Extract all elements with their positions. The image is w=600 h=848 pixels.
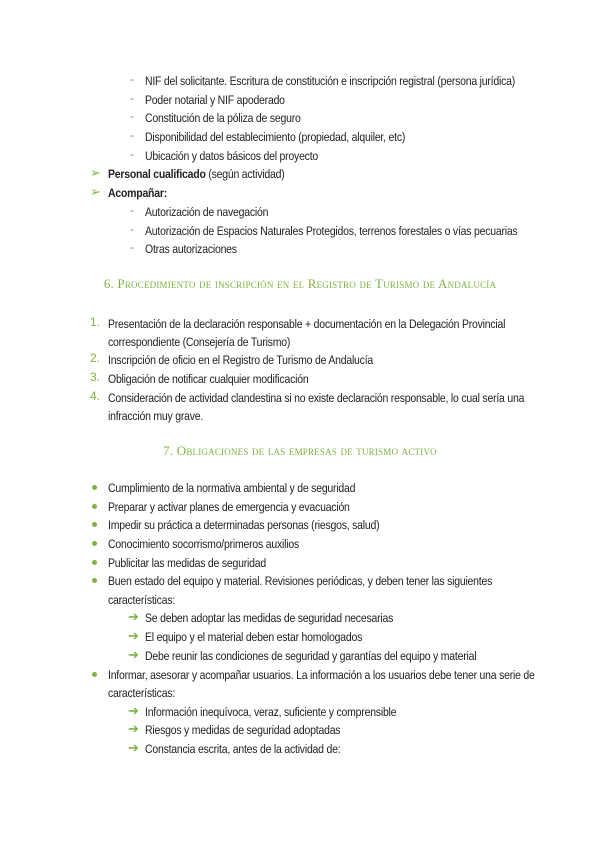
sub-item: El equipo y el material deben estar homologados	[145, 630, 363, 644]
dash-bullet: -	[130, 203, 134, 217]
bullet-dot	[92, 560, 97, 565]
sub-item: Constancia escrita, antes de la actividad de:	[145, 742, 341, 756]
chevron-bullet-icon: ➢	[90, 184, 101, 199]
bullet-dot	[92, 504, 97, 509]
list-item: Publicitar las medidas de seguridad	[108, 556, 266, 570]
list-item: Autorización de Espacios Naturales Protegidos, terrenos forestales o vías pecuarias	[145, 224, 518, 238]
list-item: Inscripción de oficio en el Registro de Turismo de Andalucía	[108, 353, 374, 367]
bullet-dot	[92, 541, 97, 546]
list-item: Preparar y activar planes de emergencia y evacuación	[108, 500, 350, 514]
list-item-continuation: infracción muy grave.	[108, 409, 204, 423]
list-item: Autorización de navegación	[145, 205, 269, 219]
list-item: Ubicación y datos básicos del proyecto	[145, 149, 319, 163]
list-item: Presentación de la declaración responsable + documentación en la Delegación Provincial	[108, 317, 506, 331]
list-item: Impedir su práctica a determinadas personas (riesgos, salud)	[108, 518, 380, 532]
list-item-continuation: características:	[108, 686, 176, 700]
list-item: Cumplimiento de la normativa ambiental y de seguridad	[108, 481, 356, 495]
dash-bullet: -	[130, 91, 134, 105]
dash-bullet: -	[130, 128, 134, 142]
arrow-bullet-icon: ➔	[128, 721, 139, 736]
section-heading: 6. Procedimiento de inscripción en el Registro de Turismo de Andalucía	[103, 276, 497, 291]
arrow-bullet-icon: ➔	[128, 609, 139, 624]
list-item: Conocimiento socorrismo/primeros auxilios	[108, 537, 299, 551]
list-item: Consideración de actividad clandestina si no existe declaración responsable, lo cual sería una	[108, 391, 525, 405]
bullet-dot	[92, 672, 97, 677]
list-item-continuation: correspondiente (Consejería de Turismo)	[108, 335, 291, 349]
dash-bullet: -	[130, 147, 134, 161]
item-label: Personal cualificado	[108, 167, 206, 181]
arrow-bullet-icon: ➔	[128, 647, 139, 662]
sub-item: Se deben adoptar las medidas de seguridad necesarias	[145, 611, 394, 625]
sub-item: Riesgos y medidas de seguridad adoptadas	[145, 723, 341, 737]
list-item: Constitución de la póliza de seguro	[145, 111, 301, 125]
arrow-bullet-icon: ➔	[128, 740, 139, 755]
bullet-dot	[92, 522, 97, 527]
arrow-bullet-icon: ➔	[128, 628, 139, 643]
list-item: Informar, asesorar y acompañar usuarios. La información a los usuarios debe tener una serie de	[108, 668, 535, 682]
chevron-bullet-icon: ➢	[90, 165, 101, 180]
bullet-dot	[92, 578, 97, 583]
item-detail: (según actividad)	[205, 167, 285, 181]
arrow-bullet-icon: ➔	[128, 703, 139, 718]
bullet-dot	[92, 485, 97, 490]
list-number: 1.	[90, 315, 101, 329]
item-label: Acompañar:	[108, 186, 168, 200]
dash-bullet: -	[130, 109, 134, 123]
dash-bullet: -	[130, 222, 134, 236]
list-item-continuation: características:	[108, 593, 176, 607]
list-item: Poder notarial y NIF apoderado	[145, 93, 285, 107]
list-item: Otras autorizaciones	[145, 242, 237, 256]
sub-item: Información inequívoca, veraz, suficiente y comprensible	[145, 705, 397, 719]
list-number: 3.	[90, 370, 101, 384]
list-item	[108, 165, 285, 183]
dash-bullet: -	[130, 72, 134, 86]
list-number: 4.	[90, 389, 101, 403]
list-item: Buen estado del equipo y material. Revisiones periódicas, y deben tener las siguientes	[108, 574, 493, 588]
list-item: NIF del solicitante. Escritura de constitución e inscripción registral (persona jurídica)	[145, 74, 516, 88]
section-heading: 7. Obligaciones de las empresas de turismo activo	[163, 443, 437, 458]
dash-bullet: -	[130, 240, 134, 254]
list-number: 2.	[90, 351, 101, 365]
list-item: Obligación de notificar cualquier modificación	[108, 372, 309, 386]
sub-item: Debe reunir las condiciones de seguridad y garantías del equipo y material	[145, 649, 477, 663]
list-item: Disponibilidad del establecimiento (propiedad, alquiler, etc)	[145, 130, 406, 144]
